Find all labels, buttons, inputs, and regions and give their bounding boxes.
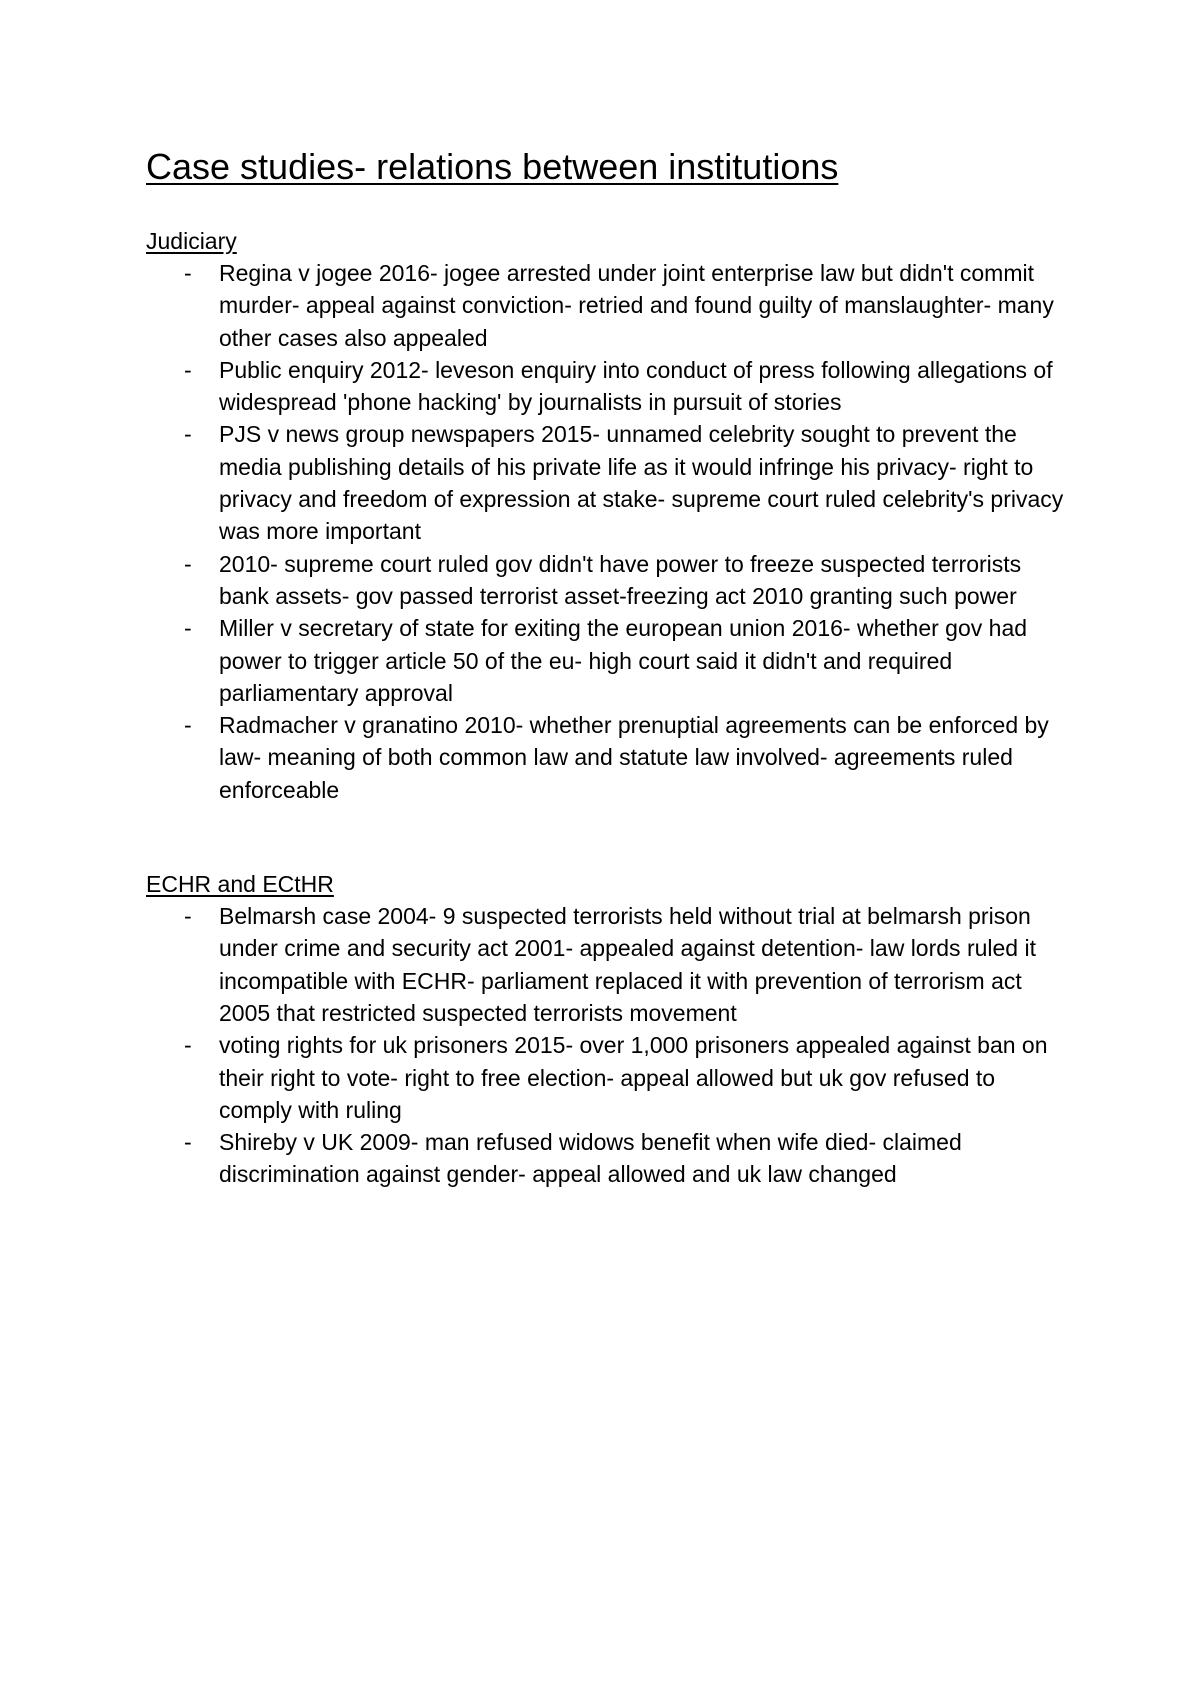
list-item-text: Public enquiry 2012- leveson enquiry into conduct of press following allegations of widespread 'phone hacking' by journalists in pursuit of stories <box>219 356 1053 416</box>
list-item-text: Regina v jogee 2016- jogee arrested under joint enterprise law but didn't commit murder- appeal against conviction- retried and found guilty of manslaughter- many other cases also appealed <box>219 260 1054 351</box>
bullet-dash: - <box>184 550 192 577</box>
list-item-text: 2010- supreme court ruled gov didn't have power to freeze suspected terrorists bank assets- gov passed terrorist asset-freezing act 2010 granting such power <box>219 550 1022 609</box>
list-item <box>146 612 1066 709</box>
list-item <box>146 257 1066 354</box>
list-item-text: Radmacher v granatino 2010- whether prenuptial agreements can be enforced by law- meaning of both common law and statute law involved- agreements ruled enforceable <box>219 712 1049 803</box>
list-item <box>146 354 1066 419</box>
list-item-text: Belmarsh case 2004- 9 suspected terrorists held without trial at belmarsh prison under crime and security act 2001- appealed against detention- law lords ruled it incompatible with ECHR- parliament replaced it with prevention of terrorism act 2005 that restricted suspected terrorists movement <box>219 903 1036 1026</box>
bullet-dash: - <box>184 1032 192 1059</box>
section-heading: Judiciary <box>146 228 237 254</box>
bullet-dash: - <box>184 615 192 642</box>
bullet-dash: - <box>184 1129 192 1156</box>
list-item <box>146 418 1066 547</box>
list-item <box>146 709 1066 806</box>
bullet-dash: - <box>184 356 192 383</box>
list-item <box>146 1029 1066 1126</box>
case-list <box>146 900 1066 1191</box>
list-item-text: Shireby v UK 2009- man refused widows benefit when wife died- claimed discrimination against gender- appeal allowed and uk law changed <box>219 1129 962 1188</box>
bullet-dash: - <box>184 260 192 286</box>
section-judiciary <box>146 225 1066 806</box>
case-list <box>146 257 1066 806</box>
list-item <box>146 1126 1066 1191</box>
section-heading: ECHR and ECtHR <box>146 871 334 898</box>
list-item <box>146 900 1066 1029</box>
bullet-dash: - <box>184 421 192 448</box>
section-echr <box>146 868 1066 1191</box>
document-content <box>146 146 1066 1191</box>
list-item <box>146 548 1066 613</box>
bullet-dash: - <box>184 712 192 739</box>
bullet-dash: - <box>184 903 192 930</box>
page-title: Case studies- relations between institutions <box>146 146 839 187</box>
list-item-text: Miller v secretary of state for exiting the european union 2016- whether gov had power to trigger article 50 of the eu- high court said it didn't and required parliamentary approval <box>219 615 1028 706</box>
list-item-text: voting rights for uk prisoners 2015- over 1,000 prisoners appealed against ban on their right to vote- right to free election- appeal allowed but uk gov refused to comply with ruling <box>219 1032 1048 1123</box>
list-item-text: PJS v news group newspapers 2015- unnamed celebrity sought to prevent the media publishing details of his private life as it would infringe his privacy- right to privacy and freedom of expression at stake- supreme court ruled celebrity's privacy was more important <box>219 421 1064 545</box>
